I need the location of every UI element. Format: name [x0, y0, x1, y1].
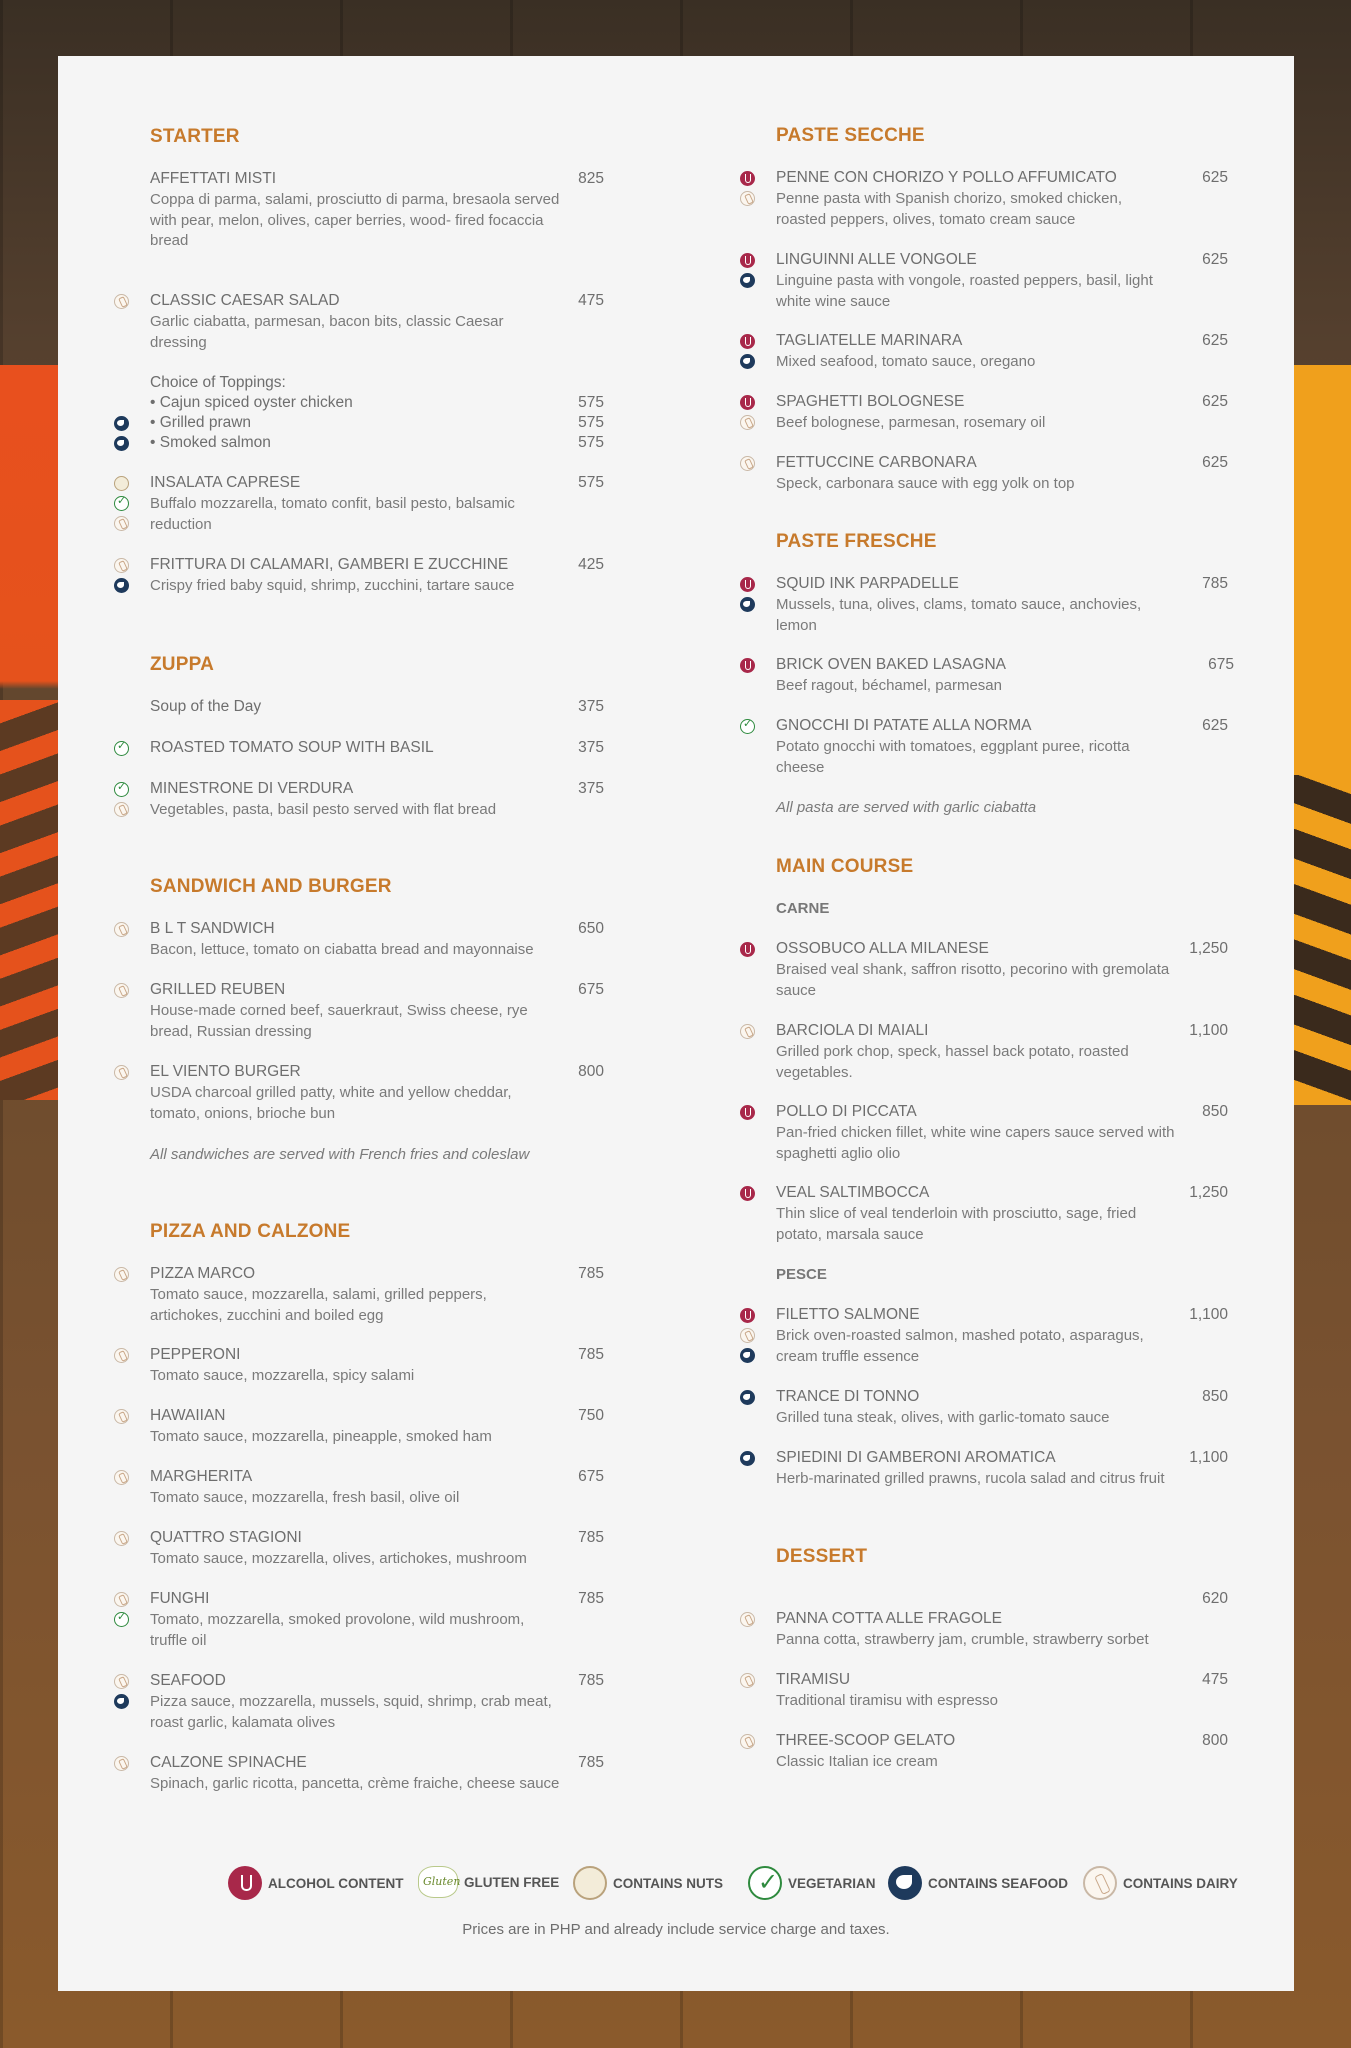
item-description: Tomato sauce, mozzarella, olives, artichokes, mushroom: [150, 1550, 527, 1567]
item-name: PANNA COTTA ALLE FRAGOLE: [776, 1610, 1002, 1627]
item-price: 375: [578, 780, 604, 797]
item-price: 575: [578, 414, 604, 431]
alcohol-icon: [740, 334, 755, 349]
dairy-icon: [114, 1756, 129, 1771]
nuts-icon: [573, 1866, 607, 1900]
dairy-icon: [1083, 1866, 1117, 1900]
item-price: 825: [578, 170, 604, 187]
item-price: 650: [578, 920, 604, 937]
item-price: 475: [578, 292, 604, 309]
seafood-icon: [740, 597, 755, 612]
item-name: AFFETTATI MISTI: [150, 170, 276, 187]
seafood-icon: [740, 1390, 755, 1405]
item-name: TRANCE DI TONNO: [776, 1388, 920, 1405]
item-description: Panna cotta, strawberry jam, crumble, strawberry sorbet: [776, 1631, 1149, 1648]
item-price: 1,250: [1189, 940, 1228, 957]
item-description: Spinach, garlic ricotta, pancetta, crème fraiche, cheese sauce: [150, 1775, 560, 1792]
item-name: POLLO DI PICCATA: [776, 1103, 917, 1120]
section-title-pizza: PIZZA AND CALZONE: [150, 1221, 351, 1242]
item-name: FILETTO SALMONE: [776, 1306, 920, 1323]
item-name: SPIEDINI DI GAMBERONI AROMATICA: [776, 1449, 1056, 1466]
item-name: BRICK OVEN BAKED LASAGNA: [776, 656, 1006, 673]
alcohol-icon: [740, 253, 755, 268]
sandwich-note: All sandwiches are served with French fries and coleslaw: [150, 1146, 530, 1163]
item-name: FUNGHI: [150, 1590, 210, 1607]
item-description: Potato gnocchi with tomatoes, eggplant puree, ricotta cheese: [776, 738, 1130, 776]
item-description: Bacon, lettuce, tomato on ciabatta bread and mayonnaise: [150, 941, 534, 958]
seafood-icon: [114, 416, 129, 431]
item-price: 625: [1202, 332, 1228, 349]
item-description: Mussels, tuna, olives, clams, tomato sauce, anchovies, lemon: [776, 596, 1142, 634]
item-description: Brick oven-roasted salmon, mashed potato, asparagus, cream truffle essence: [776, 1327, 1144, 1365]
item-name: INSALATA CAPRESE: [150, 474, 301, 491]
item-price: 675: [578, 981, 604, 998]
item-price: 675: [578, 1468, 604, 1485]
item-description: Traditional tiramisu with espresso: [776, 1692, 999, 1709]
item-price: 625: [1202, 393, 1228, 410]
item-name: SPAGHETTI BOLOGNESE: [776, 393, 965, 410]
seafood-icon: [740, 1451, 755, 1466]
item-description: Braised veal shank, saffron risotto, pecorino with gremolata sauce: [776, 961, 1170, 999]
section-title-zuppa: ZUPPA: [150, 654, 214, 675]
item-name: MARGHERITA: [150, 1468, 253, 1485]
item-description: Pan-fried chicken fillet, white wine capers sauce served with spaghetti aglio olio: [776, 1124, 1175, 1162]
item-name: • Smoked salmon: [150, 434, 271, 451]
section-title-dessert: DESSERT: [776, 1546, 868, 1567]
vegetarian-icon: [114, 741, 129, 756]
item-price: 800: [1202, 1732, 1228, 1749]
item-description: Grilled tuna steak, olives, with garlic-tomato sauce: [776, 1409, 1110, 1426]
item-description: Thin slice of veal tenderloin with prosciutto, sage, fried potato, marsala sauce: [776, 1205, 1137, 1243]
item-description: Pizza sauce, mozzarella, mussels, squid, shrimp, crab meat, roast garlic, kalamata olives: [150, 1693, 552, 1731]
section-title-paste-secche: PASTE SECCHE: [776, 125, 925, 146]
item-price: 785: [578, 1754, 604, 1771]
seafood-icon: [114, 578, 129, 593]
price-note-footer: Prices are in PHP and already include service charge and taxes.: [462, 1921, 890, 1938]
dairy-icon: [114, 983, 129, 998]
item-description: Coppa di parma, salami, prosciutto di parma, bresaola served with pear, melon, olives, caper berries, wood- fired focaccia bread: [150, 191, 560, 249]
item-name: GNOCCHI DI PATATE ALLA NORMA: [776, 717, 1032, 734]
seafood-icon: [114, 436, 129, 451]
item-price: 620: [1202, 1590, 1228, 1607]
item-description: Beef ragout, béchamel, parmesan: [776, 677, 1002, 694]
item-description: Tomato sauce, mozzarella, spicy salami: [150, 1367, 415, 1384]
item-name: OSSOBUCO ALLA MILANESE: [776, 940, 989, 957]
pasta-note: All pasta are served with garlic ciabatta: [776, 799, 1037, 816]
dairy-icon: [114, 1531, 129, 1546]
stripe-decoration-right: [1293, 775, 1351, 1105]
item-description: House-made corned beef, sauerkraut, Swiss cheese, rye bread, Russian dressing: [150, 1002, 528, 1040]
item-description: Speck, carbonara sauce with egg yolk on top: [776, 475, 1075, 492]
item-price: 785: [578, 1529, 604, 1546]
item-description: Tomato sauce, mozzarella, fresh basil, olive oil: [150, 1489, 460, 1506]
alcohol-icon: [740, 577, 755, 592]
alcohol-icon: [740, 1186, 755, 1201]
item-description: Tomato sauce, mozzarella, pineapple, smoked ham: [150, 1428, 492, 1445]
item-price: 375: [578, 698, 604, 715]
subsection-carne: CARNE: [776, 900, 830, 917]
nuts-icon: [114, 476, 129, 491]
item-price: 785: [578, 1590, 604, 1607]
seafood-icon: [888, 1866, 922, 1900]
legend-item-gluten: [418, 1866, 559, 1898]
dairy-icon: [740, 191, 755, 206]
item-name: SEAFOOD: [150, 1672, 226, 1689]
legend-item-vegetarian: [748, 1866, 876, 1900]
legend-item-alcohol: [228, 1866, 404, 1900]
item-price: 625: [1202, 454, 1228, 471]
legend-item-nuts: [573, 1866, 723, 1900]
item-name: MINESTRONE DI VERDURA: [150, 780, 354, 797]
gluten-free-icon: [418, 1866, 458, 1898]
section-title-sandwich: SANDWICH AND BURGER: [150, 876, 392, 897]
item-price: 575: [578, 394, 604, 411]
item-description: Classic Italian ice cream: [776, 1753, 938, 1770]
legend-label: CONTAINS NUTS: [613, 1875, 723, 1891]
item-price: 625: [1202, 717, 1228, 734]
dairy-icon: [114, 922, 129, 937]
item-price: 675: [1208, 656, 1234, 673]
dairy-icon: [114, 802, 129, 817]
item-price: 625: [1202, 251, 1228, 268]
toppings-label: Choice of Toppings:: [150, 374, 286, 391]
item-price: 785: [578, 1346, 604, 1363]
item-description: Buffalo mozzarella, tomato confit, basil pesto, balsamic reduction: [150, 495, 515, 533]
item-price: 475: [1202, 1671, 1228, 1688]
item-name: FRITTURA DI CALAMARI, GAMBERI E ZUCCHINE: [150, 556, 509, 573]
item-name: B L T SANDWICH: [150, 920, 275, 937]
dairy-icon: [114, 294, 129, 309]
item-description: Beef bolognese, parmesan, rosemary oil: [776, 414, 1046, 431]
item-price: 1,100: [1189, 1022, 1228, 1039]
seafood-icon: [740, 354, 755, 369]
legend-item-dairy: [1083, 1866, 1238, 1900]
item-price: 785: [1202, 575, 1228, 592]
item-name: LINGUINNI ALLE VONGOLE: [776, 251, 977, 268]
item-price: 575: [578, 474, 604, 491]
item-name: CALZONE SPINACHE: [150, 1754, 307, 1771]
seafood-icon: [740, 273, 755, 288]
item-name: • Grilled prawn: [150, 414, 252, 431]
item-description: Penne pasta with Spanish chorizo, smoked chicken, roasted peppers, olives, tomato cream sauce: [776, 190, 1123, 228]
legend-item-seafood: [888, 1866, 1068, 1900]
item-description: Tomato, mozzarella, smoked provolone, wild mushroom, truffle oil: [150, 1611, 525, 1649]
vegetarian-icon: [114, 782, 129, 797]
item-price: 750: [578, 1407, 604, 1424]
item-description: Garlic ciabatta, parmesan, bacon bits, classic Caesar dressing: [150, 313, 504, 351]
item-description: USDA charcoal grilled patty, white and yellow cheddar, tomato, onions, brioche bun: [150, 1084, 512, 1122]
dairy-icon: [740, 1673, 755, 1688]
vegetarian-icon: [740, 719, 755, 734]
orange-side-decoration-right: [1293, 365, 1351, 775]
dairy-icon: [740, 1612, 755, 1627]
item-description: Grilled pork chop, speck, hassel back potato, roasted vegetables.: [776, 1043, 1129, 1081]
item-price: 850: [1202, 1103, 1228, 1120]
item-price: 800: [578, 1063, 604, 1080]
seafood-icon: [114, 1694, 129, 1709]
item-name: SQUID INK PARPADELLE: [776, 575, 959, 592]
vegetarian-icon: [114, 496, 129, 511]
dairy-icon: [114, 558, 129, 573]
item-name: Soup of the Day: [150, 698, 262, 715]
item-price: 785: [578, 1265, 604, 1282]
item-name: EL VIENTO BURGER: [150, 1063, 301, 1080]
legend-label: ALCOHOL CONTENT: [268, 1875, 404, 1891]
dairy-icon: [740, 1734, 755, 1749]
section-title-main-course: MAIN COURSE: [776, 856, 914, 877]
dairy-icon: [114, 1409, 129, 1424]
item-description: Linguine pasta with vongole, roasted peppers, basil, light white wine sauce: [776, 272, 1153, 310]
dairy-icon: [740, 1024, 755, 1039]
item-name: THREE-SCOOP GELATO: [776, 1732, 956, 1749]
item-description: Vegetables, pasta, basil pesto served with flat bread: [150, 801, 497, 818]
item-name: CLASSIC CAESAR SALAD: [150, 292, 340, 309]
legend-label: GLUTEN FREE: [464, 1874, 560, 1890]
item-name: GRILLED REUBEN: [150, 981, 286, 998]
stripe-decoration-left: [0, 700, 58, 1100]
item-price: 1,100: [1189, 1449, 1228, 1466]
item-name: BARCIOLA DI MAIALI: [776, 1022, 929, 1039]
item-name: PIZZA MARCO: [150, 1265, 256, 1282]
vegetarian-icon: [114, 1612, 129, 1627]
legend-label: CONTAINS SEAFOOD: [928, 1875, 1069, 1891]
alcohol-icon: [228, 1866, 262, 1900]
dairy-icon: [740, 415, 755, 430]
item-name: ROASTED TOMATO SOUP WITH BASIL: [150, 739, 434, 756]
section-title-starter: STARTER: [150, 126, 240, 147]
alcohol-icon: [740, 658, 755, 673]
dairy-icon: [740, 1328, 755, 1343]
item-description: Mixed seafood, tomato sauce, oregano: [776, 353, 1036, 370]
dairy-icon: [114, 1470, 129, 1485]
legend-label: VEGETARIAN: [788, 1875, 876, 1891]
alcohol-icon: [740, 942, 755, 957]
subsection-pesce: PESCE: [776, 1266, 827, 1283]
section-title-paste-fresche: PASTE FRESCHE: [776, 531, 937, 552]
item-name: FETTUCCINE CARBONARA: [776, 454, 977, 471]
alcohol-icon: [740, 1105, 755, 1120]
item-name: • Cajun spiced oyster chicken: [150, 394, 353, 411]
dietary-legend: [168, 1866, 1268, 1906]
item-description: Tomato sauce, mozzarella, salami, grilled peppers, artichokes, zucchini and boiled egg: [150, 1286, 487, 1324]
alcohol-icon: [740, 395, 755, 410]
dairy-icon: [740, 456, 755, 471]
item-name: QUATTRO STAGIONI: [150, 1529, 302, 1546]
dairy-icon: [114, 516, 129, 531]
item-name: TIRAMISU: [776, 1671, 851, 1688]
legend-label: CONTAINS DAIRY: [1123, 1875, 1238, 1891]
item-price: 375: [578, 739, 604, 756]
item-price: 575: [578, 434, 604, 451]
item-description: Herb-marinated grilled prawns, rucola salad and citrus fruit: [776, 1470, 1165, 1487]
seafood-icon: [740, 1348, 755, 1363]
item-name: VEAL SALTIMBOCCA: [776, 1184, 930, 1201]
item-price: 625: [1202, 169, 1228, 186]
dairy-icon: [114, 1348, 129, 1363]
dairy-icon: [114, 1592, 129, 1607]
dairy-icon: [114, 1065, 129, 1080]
item-name: HAWAIIAN: [150, 1407, 226, 1424]
item-description: Crispy fried baby squid, shrimp, zucchini, tartare sauce: [150, 577, 515, 594]
dairy-icon: [114, 1674, 129, 1689]
item-name: PEPPERONI: [150, 1346, 241, 1363]
dairy-icon: [114, 1267, 129, 1282]
item-price: 1,100: [1189, 1306, 1228, 1323]
item-price: 425: [578, 556, 604, 573]
alcohol-icon: [740, 171, 755, 186]
item-name: PENNE CON CHORIZO Y POLLO AFFUMICATO: [776, 169, 1117, 186]
item-name: TAGLIATELLE MARINARA: [776, 332, 963, 349]
item-price: 850: [1202, 1388, 1228, 1405]
item-price: 785: [578, 1672, 604, 1689]
alcohol-icon: [740, 1308, 755, 1323]
item-price: 1,250: [1189, 1184, 1228, 1201]
vegetarian-icon: [748, 1866, 782, 1900]
menu-page: [58, 56, 1294, 1991]
